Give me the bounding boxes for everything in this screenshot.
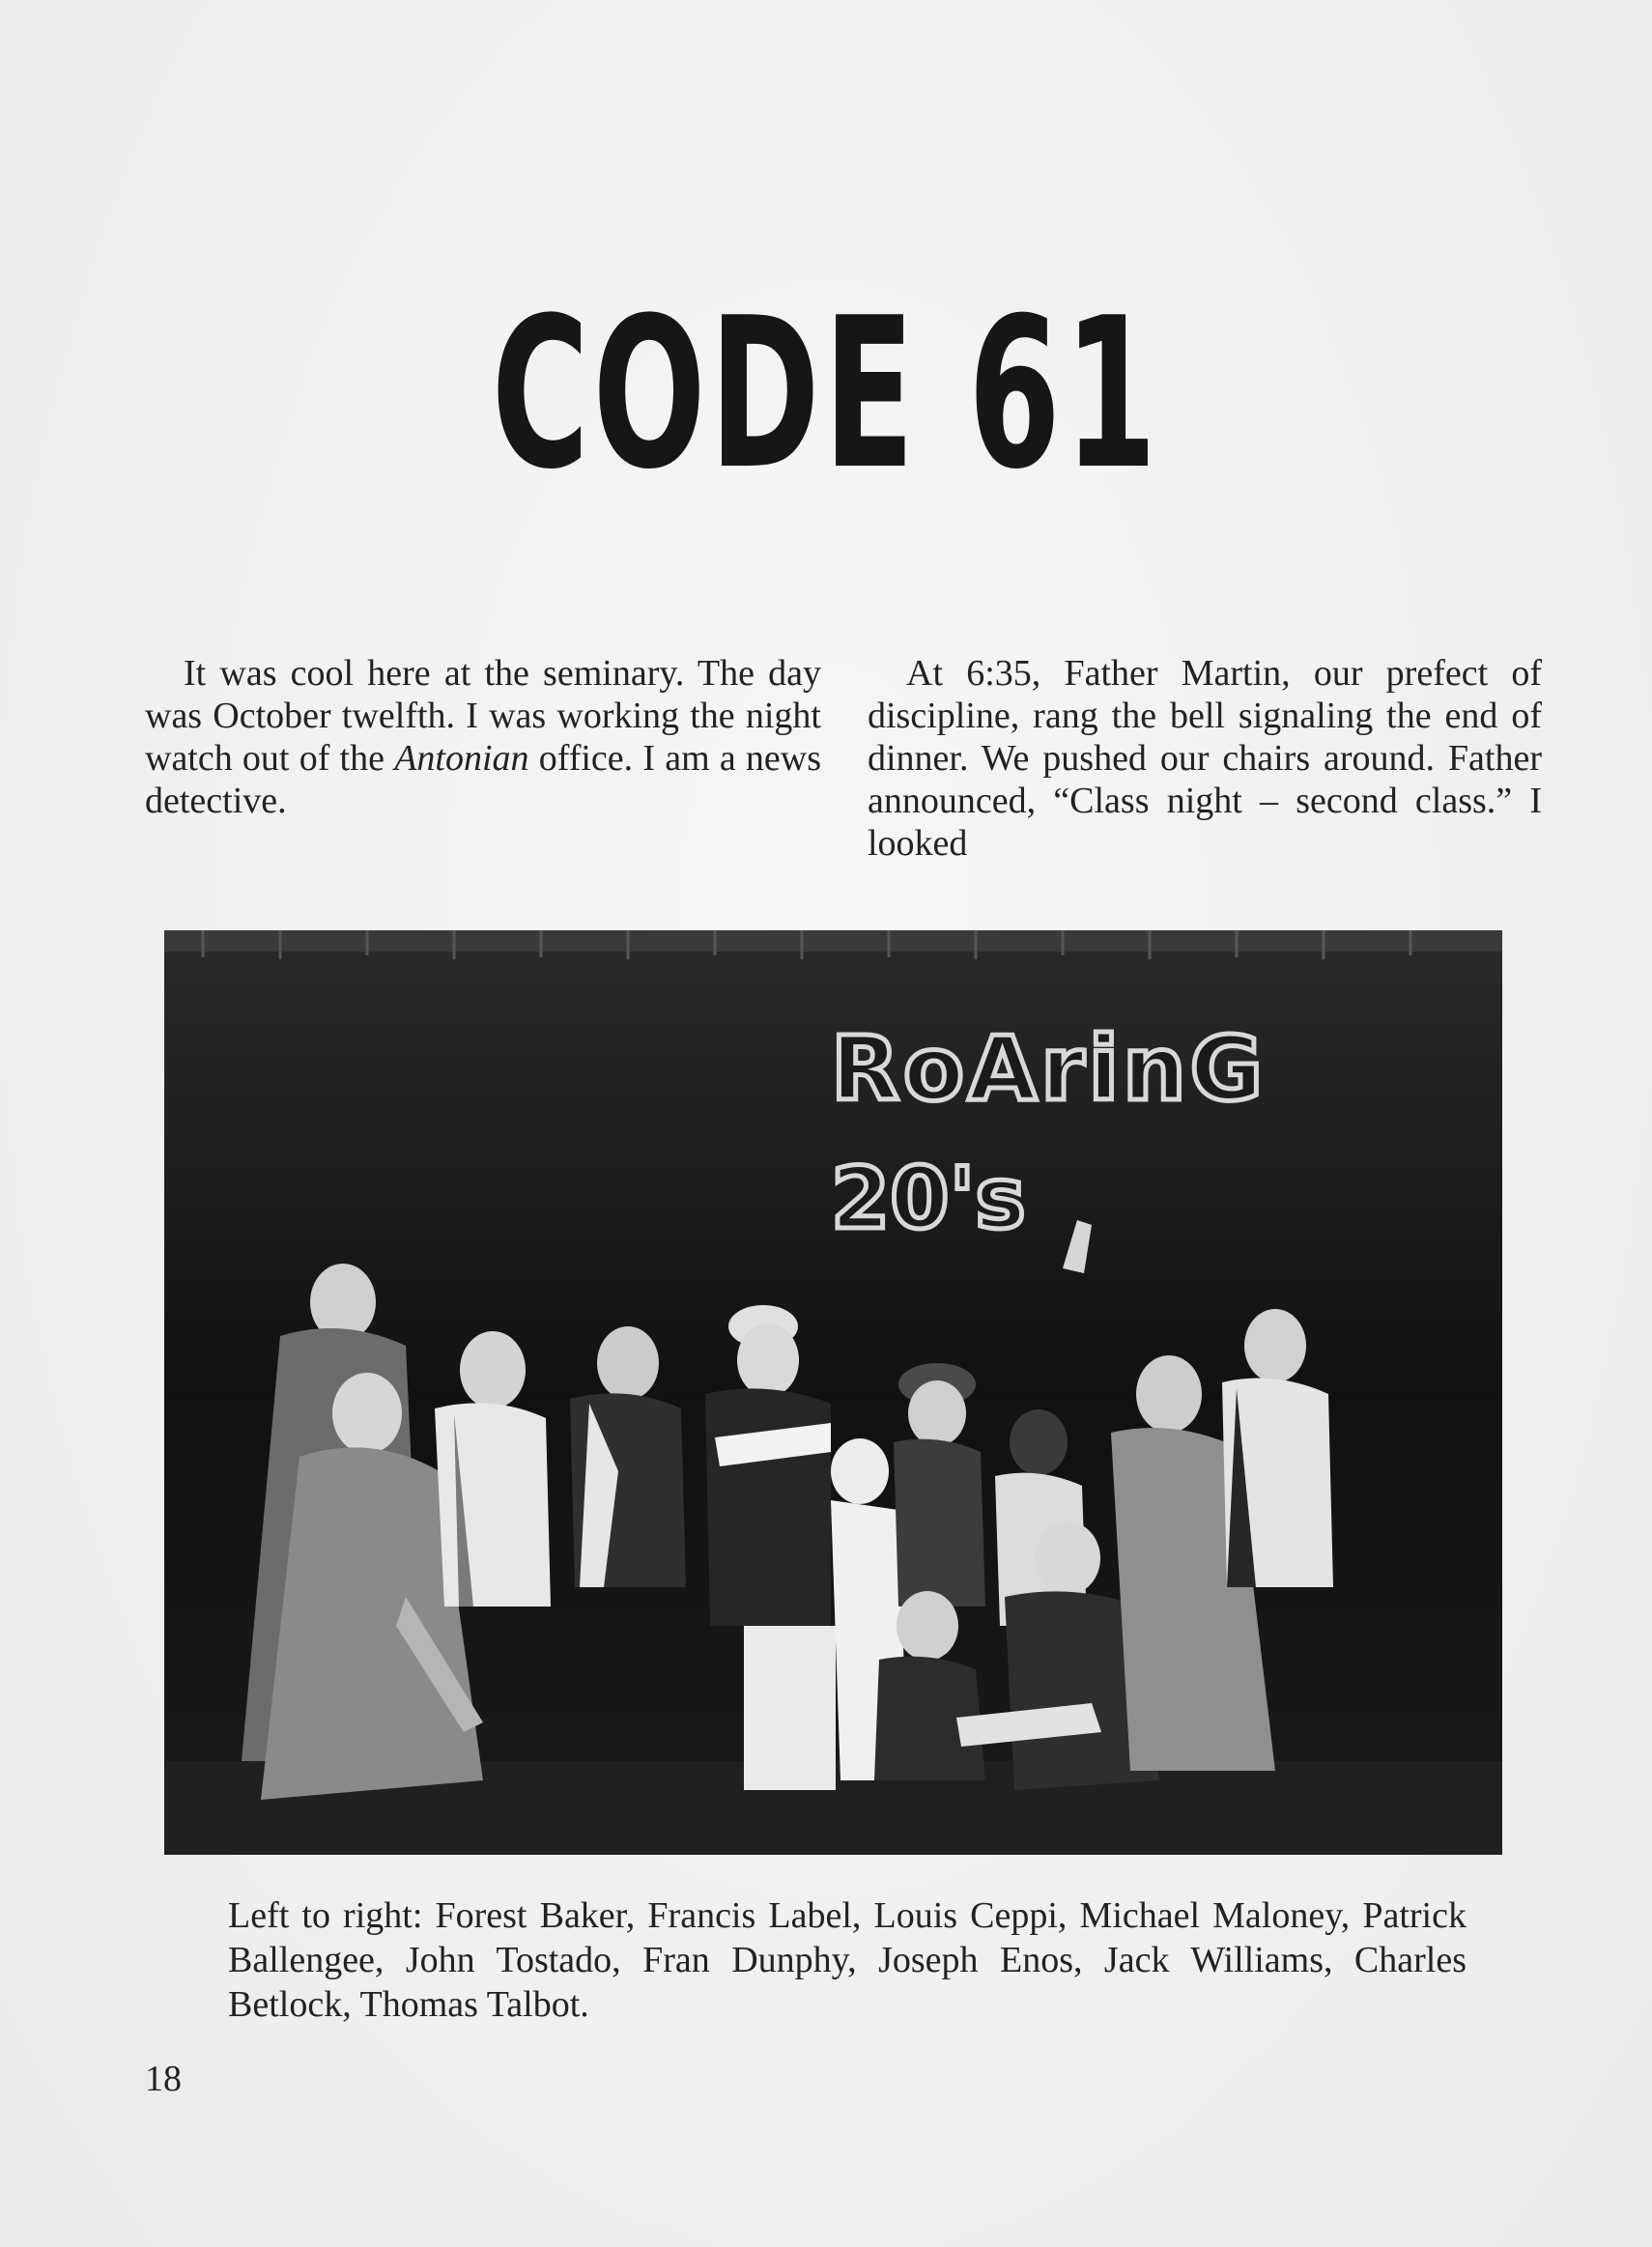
photo-caption: Left to right: Forest Baker, Francis Label, Louis Ceppi, Michael Maloney, Patrick Ballengee, John Tostado, Fran Dunphy, Joseph Enos, Jack Williams, Charles Betlock, Thomas Talbot.: [228, 1895, 1467, 2025]
left-column-paragraph: [145, 652, 821, 822]
article-right-column: [868, 652, 1542, 865]
stage-photo-drawing: [164, 930, 1502, 1855]
publication-name: Antonian: [394, 738, 529, 779]
page-title: CODE 61: [491, 272, 1161, 515]
left-column-text-end: office. I am a news detective.: [145, 738, 822, 821]
page-number: 18: [145, 2059, 182, 2099]
left-column-text-start: It was cool here at the seminary. The day was October twelfth. I was working the night watch out of the: [145, 653, 821, 779]
sign-roaring: RoArinG: [831, 1017, 1267, 1121]
article-left-column: [145, 652, 821, 822]
sign-twenties: 20's: [831, 1149, 1026, 1248]
stage-photo: [164, 930, 1502, 1855]
right-column-paragraph: At 6:35, Father Martin, our prefect of discipline, rang the bell signaling the end of dinner. We pushed our chairs around. Father announced, “Class night – second class.” I looked: [868, 653, 1542, 864]
